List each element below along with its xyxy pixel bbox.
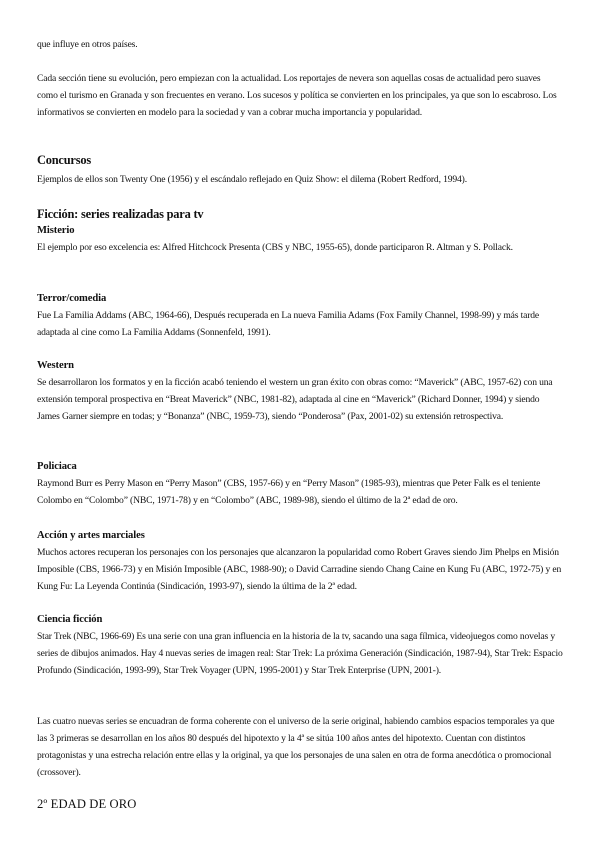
intro-continuation: [37, 36, 563, 53]
subsection-text: Fue La Familia Addams (ABC, 1964-66), Después recuperada en La nueva Familia Adams (Fox Family Channel, 1998-99) y más tarde adaptada al cine como La Familia Addams (Sonnenfeld, 1991).: [37, 310, 540, 338]
subsection-text: El ejemplo por eso excelencia es: Alfred Hitchcock Presenta (CBS y NBC, 1955-65), donde participaron R. Altman y S. Pollack.: [37, 242, 513, 253]
intro-paragraph: [37, 70, 563, 121]
subsection-terror-comedia: [37, 291, 563, 341]
intro-paragraph-text: Cada sección tiene su evolución, pero empiezan con la actualidad. Los reportajes de nevera son aquellas cosas de actualidad pero suaves como el turismo en Granada y son frecuentes en verano. Los sucesos y política se convierten en los principales, ya que son lo escabroso. Los informativos se convierten en modelo para la sociedad y van a cobrar mucha importancia y popularidad.: [37, 73, 557, 118]
subsection-title: Policiaca: [37, 461, 77, 472]
subsection-text: Muchos actores recuperan los personajes con los personajes que alcanzaron la popularidad como Robert Graves siendo Jim Phelps en Misión Imposible (CBS, 1966-73) y en Misión Imposible (ABC, 1988-90); o David Carradine siendo Chang Caine en Kung Fu (ABC, 1972-75) y en Kung Fu: La Leyenda Continúa (Sindicación, 1993-97), siendo la última de la 2ª edad.: [37, 547, 562, 592]
subsection-title: Misterio: [37, 225, 75, 236]
subsection-text: Star Trek (NBC, 1966-69) Es una serie con una gran influencia en la historia de la tv, sacando una saga fílmica, videojuegos como novelas y series de dibujos animados. Hay 4 nuevas series de imagen real: Star Trek: La próxima Generación (Sindicación, 1987-94), Star Trek: Espacio Profundo (Sindicación, 1993-99), Star Trek Voyager (UPN, 1995-2001) y Star Trek Enterprise (UPN, 2001-).: [37, 631, 563, 676]
closing-paragraph: [37, 713, 563, 781]
concursos-text: Ejemplos de ellos son Twenty One (1956) y el escándalo reflejado en Quiz Show: el dilema (Robert Redford, 1994).: [37, 174, 467, 185]
subsection-policiaca: [37, 459, 563, 509]
subsection-misterio: [37, 223, 563, 256]
concursos-heading: Concursos: [37, 153, 91, 167]
subsection-western: [37, 358, 563, 425]
page-footer: [37, 796, 563, 812]
section-ficcion: [37, 206, 563, 222]
subsection-title: Acción y artes marciales: [37, 530, 145, 541]
subsection-text: Raymond Burr es Perry Mason en “Perry Mason” (CBS, 1957-66) y en “Perry Mason” (1985-93), mientras que Peter Falk es el teniente Colombo en “Colombo” (NBC, 1971-78) y en “Colombo” (ABC, 1989-98), siendo el último de la 2ª edad de oro.: [37, 478, 541, 506]
subsection-title: Ciencia ficción: [37, 614, 103, 625]
footer-title: 2º EDAD DE ORO: [37, 797, 137, 811]
subsection-title: Western: [37, 360, 74, 371]
closing-text: Las cuatro nuevas series se encuadran de forma coherente con el universo de la serie original, habiendo cambios espacios temporales ya que las 3 primeras se desarrollan en los años 80 después del hipotexto y la 4ª se sitúa 100 años antes del hipotexto. Cuentan con distintos protagonistas y una estrecha relación entre ellas y la original, ya que los personajes de una salen en otra de forma anecdótica o promocional (crossover).: [37, 716, 555, 778]
ficcion-heading: Ficción: series realizadas para tv: [37, 207, 204, 221]
section-concursos: [37, 152, 563, 188]
subsection-accion: [37, 528, 563, 595]
subsection-ciencia-ficcion: [37, 612, 563, 679]
subsection-title: Terror/comedia: [37, 293, 107, 304]
subsection-text: Se desarrollaron los formatos y en la ficción acabó teniendo el western un gran éxito con obras como: “Maverick” (ABC, 1957-62) con una extensión temporal prospectiva en “Breat Maverick” (NBC, 1981-82), adaptada al cine en “Maverick” (Richard Donner, 1994) y siendo James Garner siempre en todas; y “Bonanza” (NBC, 1959-73), siendo “Ponderosa” (Pax, 2001-02) su extensión retrospectiva.: [37, 377, 553, 422]
intro-continuation-text: que influye en otros países.: [37, 39, 138, 50]
